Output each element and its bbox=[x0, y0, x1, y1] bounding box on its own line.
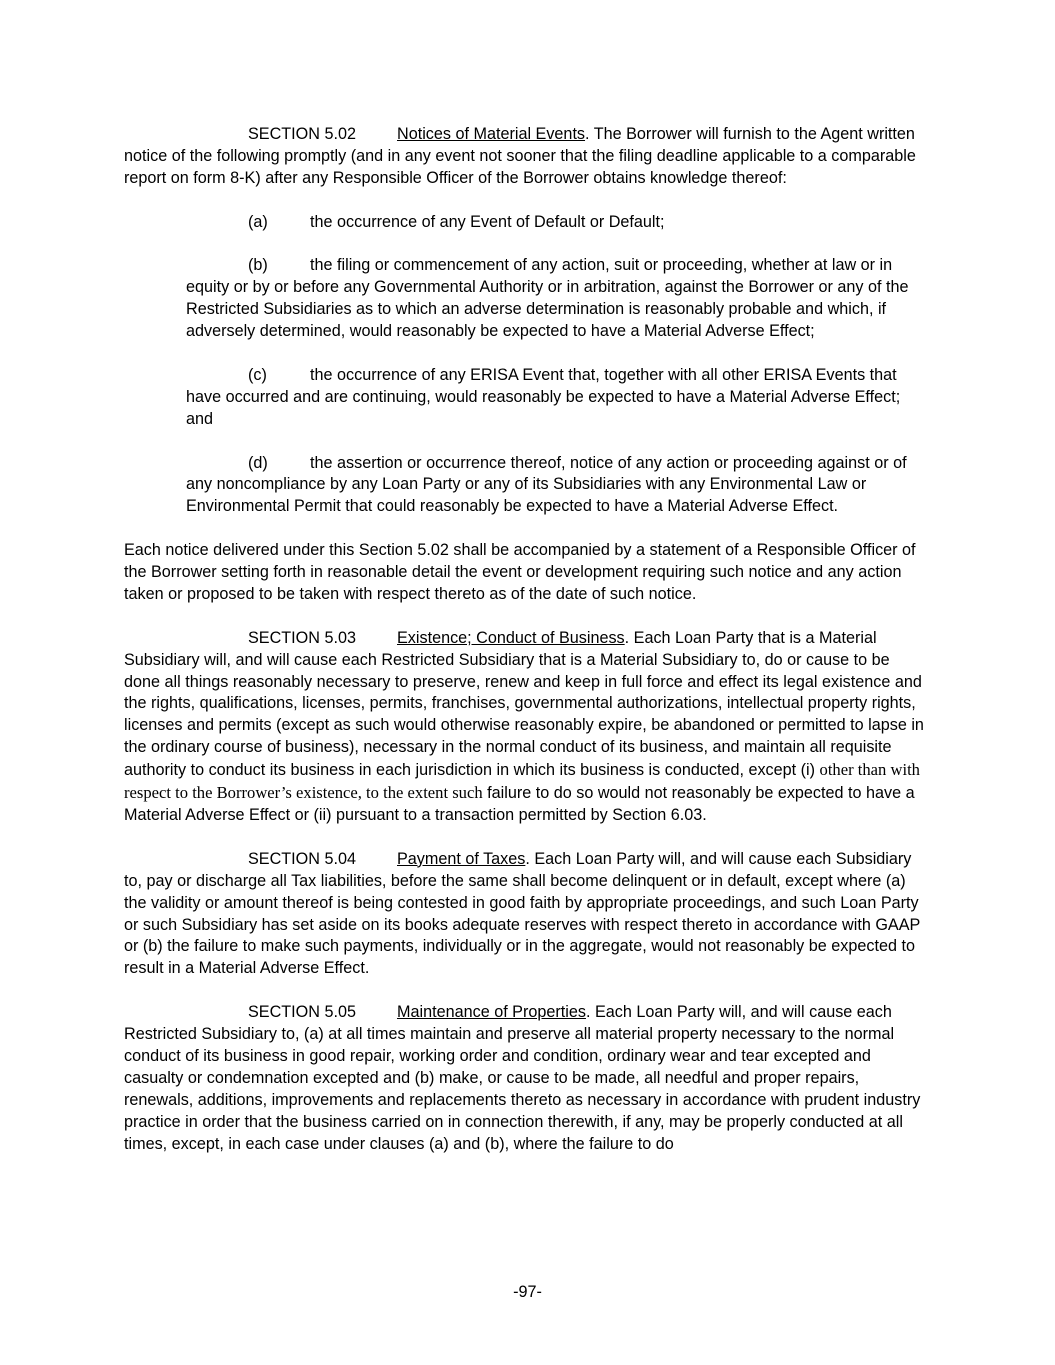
section-5-04-title: Payment of Taxes bbox=[397, 849, 526, 868]
clause-b bbox=[186, 255, 924, 343]
section-5-02-title: Notices of Material Events bbox=[397, 125, 586, 143]
section-5-03-text-a: . Each Loan Party that is a Material Subsidiary will, and will cause each Restricted Subsidiary that is a Material Subsidiary to, do or cause to be done all things reasonably necessary to preserve, renew and keep in full force and effect its legal existence and the rights, qualifications, licenses, permits, franchises, governmental authorizations, intellectual property rights, licenses and permits (except as such would otherwise reasonably expire, be abandoned or permitted to lapse in the ordinary course of business), necessary in the normal conduct of its business, and maintain all requisite authority to conduct its business in each jurisdiction in which its business is conducted, except (i) bbox=[124, 628, 924, 780]
clause-a bbox=[186, 212, 924, 234]
section-5-03-text-b: failure to do so would not reasonably be expected to have a Material Adverse Effect or (ii) pursuant to a transaction permitted by Section 6.03. bbox=[124, 784, 915, 824]
section-5-05-heading: SECTION 5.05 bbox=[248, 1003, 356, 1022]
clause-a-label: (a) bbox=[248, 212, 268, 231]
section-5-03-paragraph bbox=[124, 628, 924, 827]
clause-d-text: the assertion or occurrence thereof, notice of any action or proceeding against or of any noncompliance by any Loan Party or any of its Subsidiaries with any Environmental Law or Environmental Permit that could reasonably be expected to have a Material Adverse Effect. bbox=[186, 453, 907, 516]
clause-b-text: the filing or commencement of any action, suit or proceeding, whether at law or in equity or by or before any Governmental Authority or in arbitration, against the Borrower or any of the Restricted Subsidiaries as to which an adverse determination is reasonably probable and which, if adversely determined, would reasonably be expected to have a Material Adverse Effect; bbox=[186, 256, 909, 341]
clause-b-label: (b) bbox=[248, 256, 268, 275]
clause-d bbox=[186, 453, 924, 519]
section-5-03-heading: SECTION 5.03 bbox=[248, 628, 356, 647]
page-body bbox=[124, 124, 924, 1177]
section-5-02-heading: SECTION 5.02 bbox=[248, 125, 356, 143]
section-5-05-title: Maintenance of Properties bbox=[397, 1003, 586, 1022]
section-5-02-text: . The Borrower will furnish to the Agent written notice of the following promptly (and in any event not sooner that the filing deadline applicable to a comparable report on form 8-K) after any Responsible Officer of the Borrower obtains knowledge thereof: bbox=[124, 125, 916, 187]
clause-a-text: the occurrence of any Event of Default or Default; bbox=[310, 212, 665, 231]
section-5-02-closing: Each notice delivered under this Section 5.02 shall be accompanied by a statement of a Responsible Officer of the Borrower setting forth in reasonable detail the event or development requiring such notice and any action taken or proposed to be taken with respect thereto as of the date of such notice. bbox=[124, 541, 916, 603]
clause-c-label: (c) bbox=[248, 365, 267, 384]
clause-c-text: the occurrence of any ERISA Event that, together with all other ERISA Events that have occurred and are continuing, would reasonably be expected to have a Material Adverse Effect; and bbox=[186, 365, 901, 428]
section-5-04-text: . Each Loan Party will, and will cause each Subsidiary to, pay or discharge all Tax liabilities, before the same shall become delinquent or in default, except where (a) the validity or amount thereof is being contested in good faith by appropriate proceedings, and such Loan Party or such Subsidiary has set aside on its books adequate reserves with respect thereto in accordance with GAAP or (b) the failure to make such payments, individually or in the aggregate, would not reasonably be expected to result in a Material Adverse Effect. bbox=[124, 849, 921, 978]
clause-d-label: (d) bbox=[248, 453, 268, 472]
section-5-03-title: Existence; Conduct of Business bbox=[397, 628, 625, 647]
section-5-05-paragraph bbox=[124, 1002, 924, 1155]
section-5-04-paragraph bbox=[124, 849, 924, 980]
page-number: -97- bbox=[513, 1283, 542, 1301]
clause-c bbox=[186, 365, 924, 431]
section-5-03-text-serif: other than with respect to the Borrower’s existence, to the extent such bbox=[124, 760, 920, 803]
section-5-04-heading: SECTION 5.04 bbox=[248, 849, 356, 868]
section-5-02-paragraph bbox=[124, 124, 924, 190]
section-5-05-text: . Each Loan Party will, and will cause each Restricted Subsidiary to, (a) at all times maintain and preserve all material property necessary to the normal conduct of its business in good repair, working order and condition, ordinary wear and tear excepted and casualty or condemnation excepted and (b) make, or cause to be made, all needful and proper repairs, renewals, additions, improvements and replacements thereto as necessary in accordance with prudent industry practice in order that the business carried on in connection therewith, if any, may be properly conducted at all times, except, in each case under clauses (a) and (b), where the failure to do bbox=[124, 1003, 921, 1153]
